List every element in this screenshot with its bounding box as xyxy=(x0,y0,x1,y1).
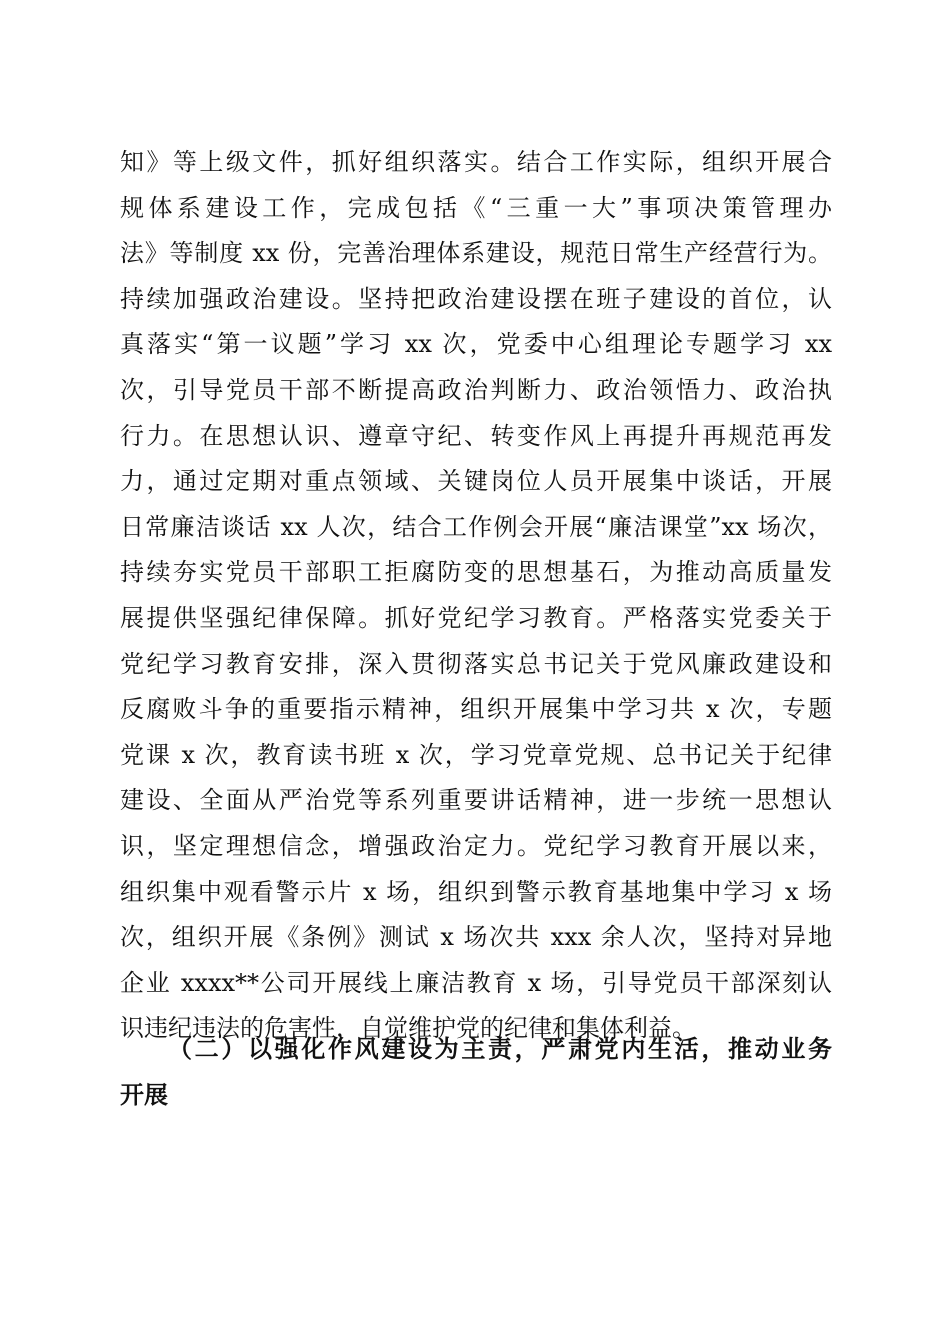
paragraph-line: 识违纪违法的危害性，自觉维护党的纪律和集体利益。 xyxy=(120,1014,696,1043)
paragraph-line: 组织集中观看警示片 x 场，组织到警示教育基地集中学习 x 场 xyxy=(120,877,832,906)
heading-line: 开展 xyxy=(120,1079,168,1109)
paragraph-line: 次，组织开展《条例》测试 x 场次共 xxx 余人次，坚持对异地 xyxy=(120,923,832,952)
paragraph-line: 持续加强政治建设。坚持把政治建设摆在班子建设的首位，认 xyxy=(120,284,832,313)
paragraph-line: 力，通过定期对重点领域、关键岗位人员开展集中谈话，开展 xyxy=(120,467,832,496)
paragraph-line: 规体系建设工作，完成包括《“三重一大”事项决策管理办 xyxy=(120,193,832,222)
body-paragraph xyxy=(120,140,832,1052)
paragraph-line: 知》等上级文件，抓好组织落实。结合工作实际，组织开展合 xyxy=(120,148,832,176)
paragraph-line: 企业 xxxx**公司开展线上廉洁教育 x 场，引导党员干部深刻认 xyxy=(120,968,832,997)
paragraph-line: 建设、全面从严治党等系列重要讲话精神，进一步统一思想认 xyxy=(120,786,832,815)
paragraph-line: 持续夯实党员干部职工拒腐防变的思想基石，为推动高质量发 xyxy=(120,558,832,587)
paragraph-line: 识，坚定理想信念，增强政治定力。党纪学习教育开展以来， xyxy=(120,831,832,860)
heading-line: （二）以强化作风建设为主责，严肃党内生活，推动业务 xyxy=(168,1034,832,1063)
paragraph-line: 展提供坚强纪律保障。抓好党纪学习教育。严格落实党委关于 xyxy=(120,603,832,632)
paragraph-line: 反腐败斗争的重要指示精神，组织开展集中学习共 x 次，专题 xyxy=(120,695,832,724)
section-heading xyxy=(120,1026,832,1117)
paragraph-line: 行力。在思想认识、遵章守纪、转变作风上再提升再规范再发 xyxy=(120,421,832,450)
paragraph-line: 党纪学习教育安排，深入贯彻落实总书记关于党风廉政建设和 xyxy=(120,649,832,678)
paragraph-line: 日常廉洁谈话 xx 人次，结合工作例会开展“廉洁课堂”xx 场次， xyxy=(120,512,832,541)
paragraph-line: 党课 x 次，教育读书班 x 次，学习党章党规、总书记关于纪律 xyxy=(120,740,832,769)
paragraph-line: 次，引导党员干部不断提高政治判断力、政治领悟力、政治执 xyxy=(120,375,832,404)
paragraph-line: 法》等制度 xx 份，完善治理体系建设，规范日常生产经营行为。 xyxy=(120,239,832,268)
paragraph-line: 真落实“第一议题”学习 xx 次，党委中心组理论专题学习 xx xyxy=(120,330,832,359)
